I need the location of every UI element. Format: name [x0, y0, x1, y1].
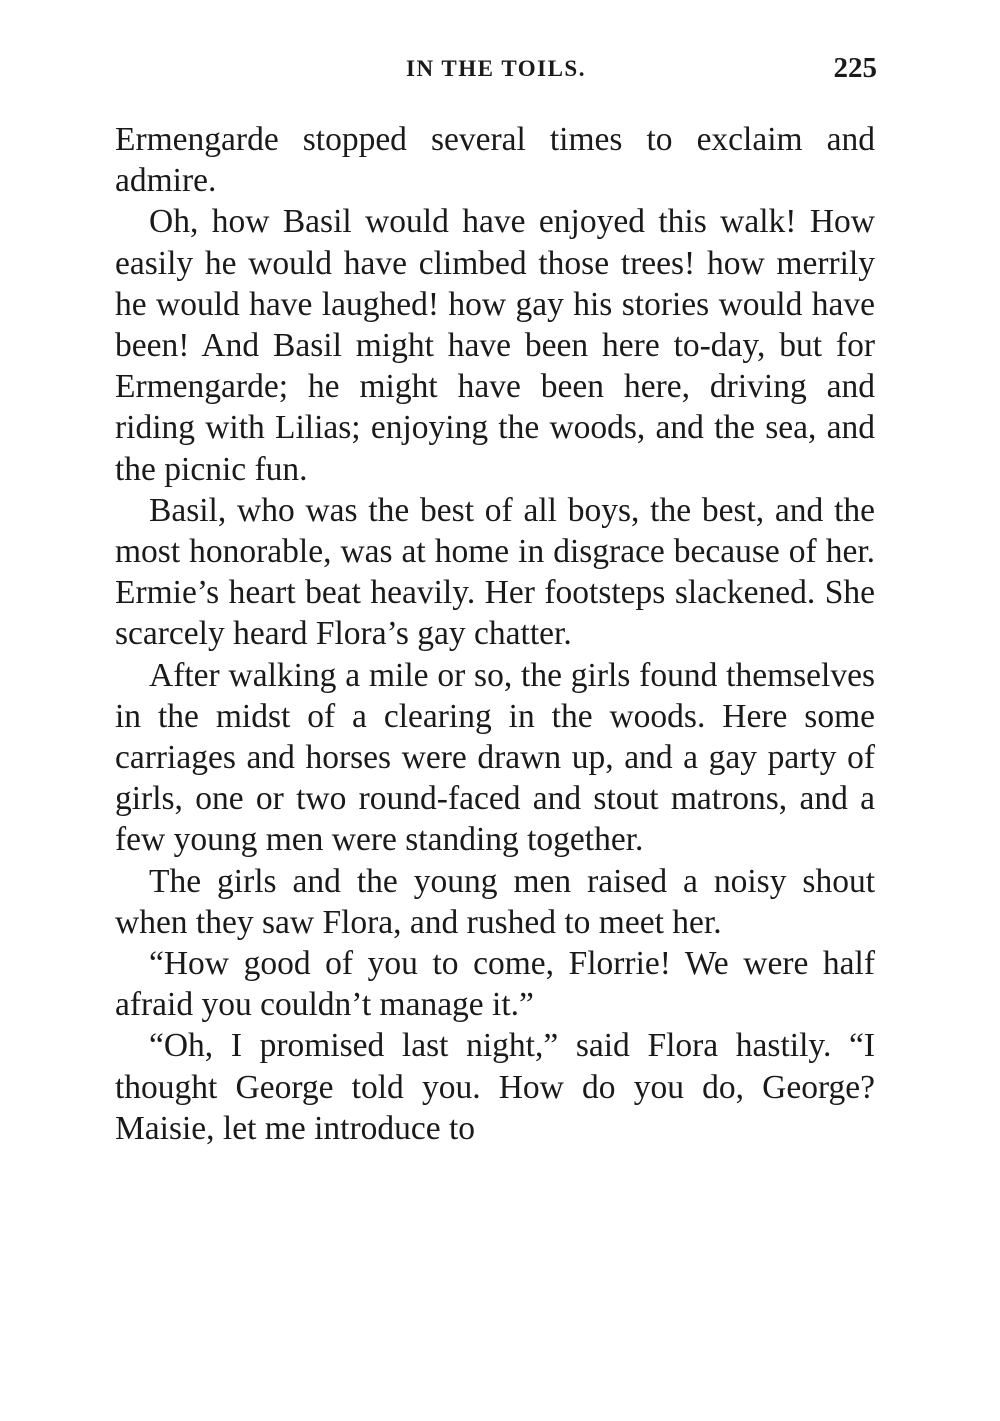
paragraph-5: The girls and the young men raised a noisy shout when they saw Flora, and rushed to meet her. — [115, 862, 875, 941]
paragraph-6: “How good of you to come, Florrie! We were half afraid you couldn’t manage it.” — [115, 945, 875, 1024]
paragraph-1: Ermengarde stopped several times to exclaim and admire. — [115, 121, 875, 200]
paragraph-4: After walking a mile or so, the girls found themselves in the midst of a clearing in the woods. Here some carriages and horses were drawn up, and a gay party of girls, one or two round-faced and stout matrons, and a few young men were standing together. — [115, 656, 875, 859]
page-number: 225 — [833, 52, 877, 84]
paragraph-3: Basil, who was the best of all boys, the best, and the most honorable, was at home in disgrace because of her. Ermie’s heart beat heavily. Her footsteps slackened. She scarcely heard Flora’s gay chatter. — [115, 491, 875, 653]
paragraph-2: Oh, how Basil would have enjoyed this walk! How easily he would have climbed those trees! how merrily he would have laughed! how gay his stories would have been! And Basil might have been here to-day, but for Ermengarde; he might have been here, driving and riding with Lilias; enjoying the woods, and the sea, and the picnic fun. — [115, 203, 875, 488]
body-text — [115, 119, 875, 1149]
running-head — [115, 52, 877, 88]
paragraph-7: “Oh, I promised last night,” said Flora hastily. “I thought George told you. How do you do, George? Maisie, let me introduce to — [115, 1027, 875, 1147]
running-title: IN THE TOILS. — [406, 56, 586, 81]
